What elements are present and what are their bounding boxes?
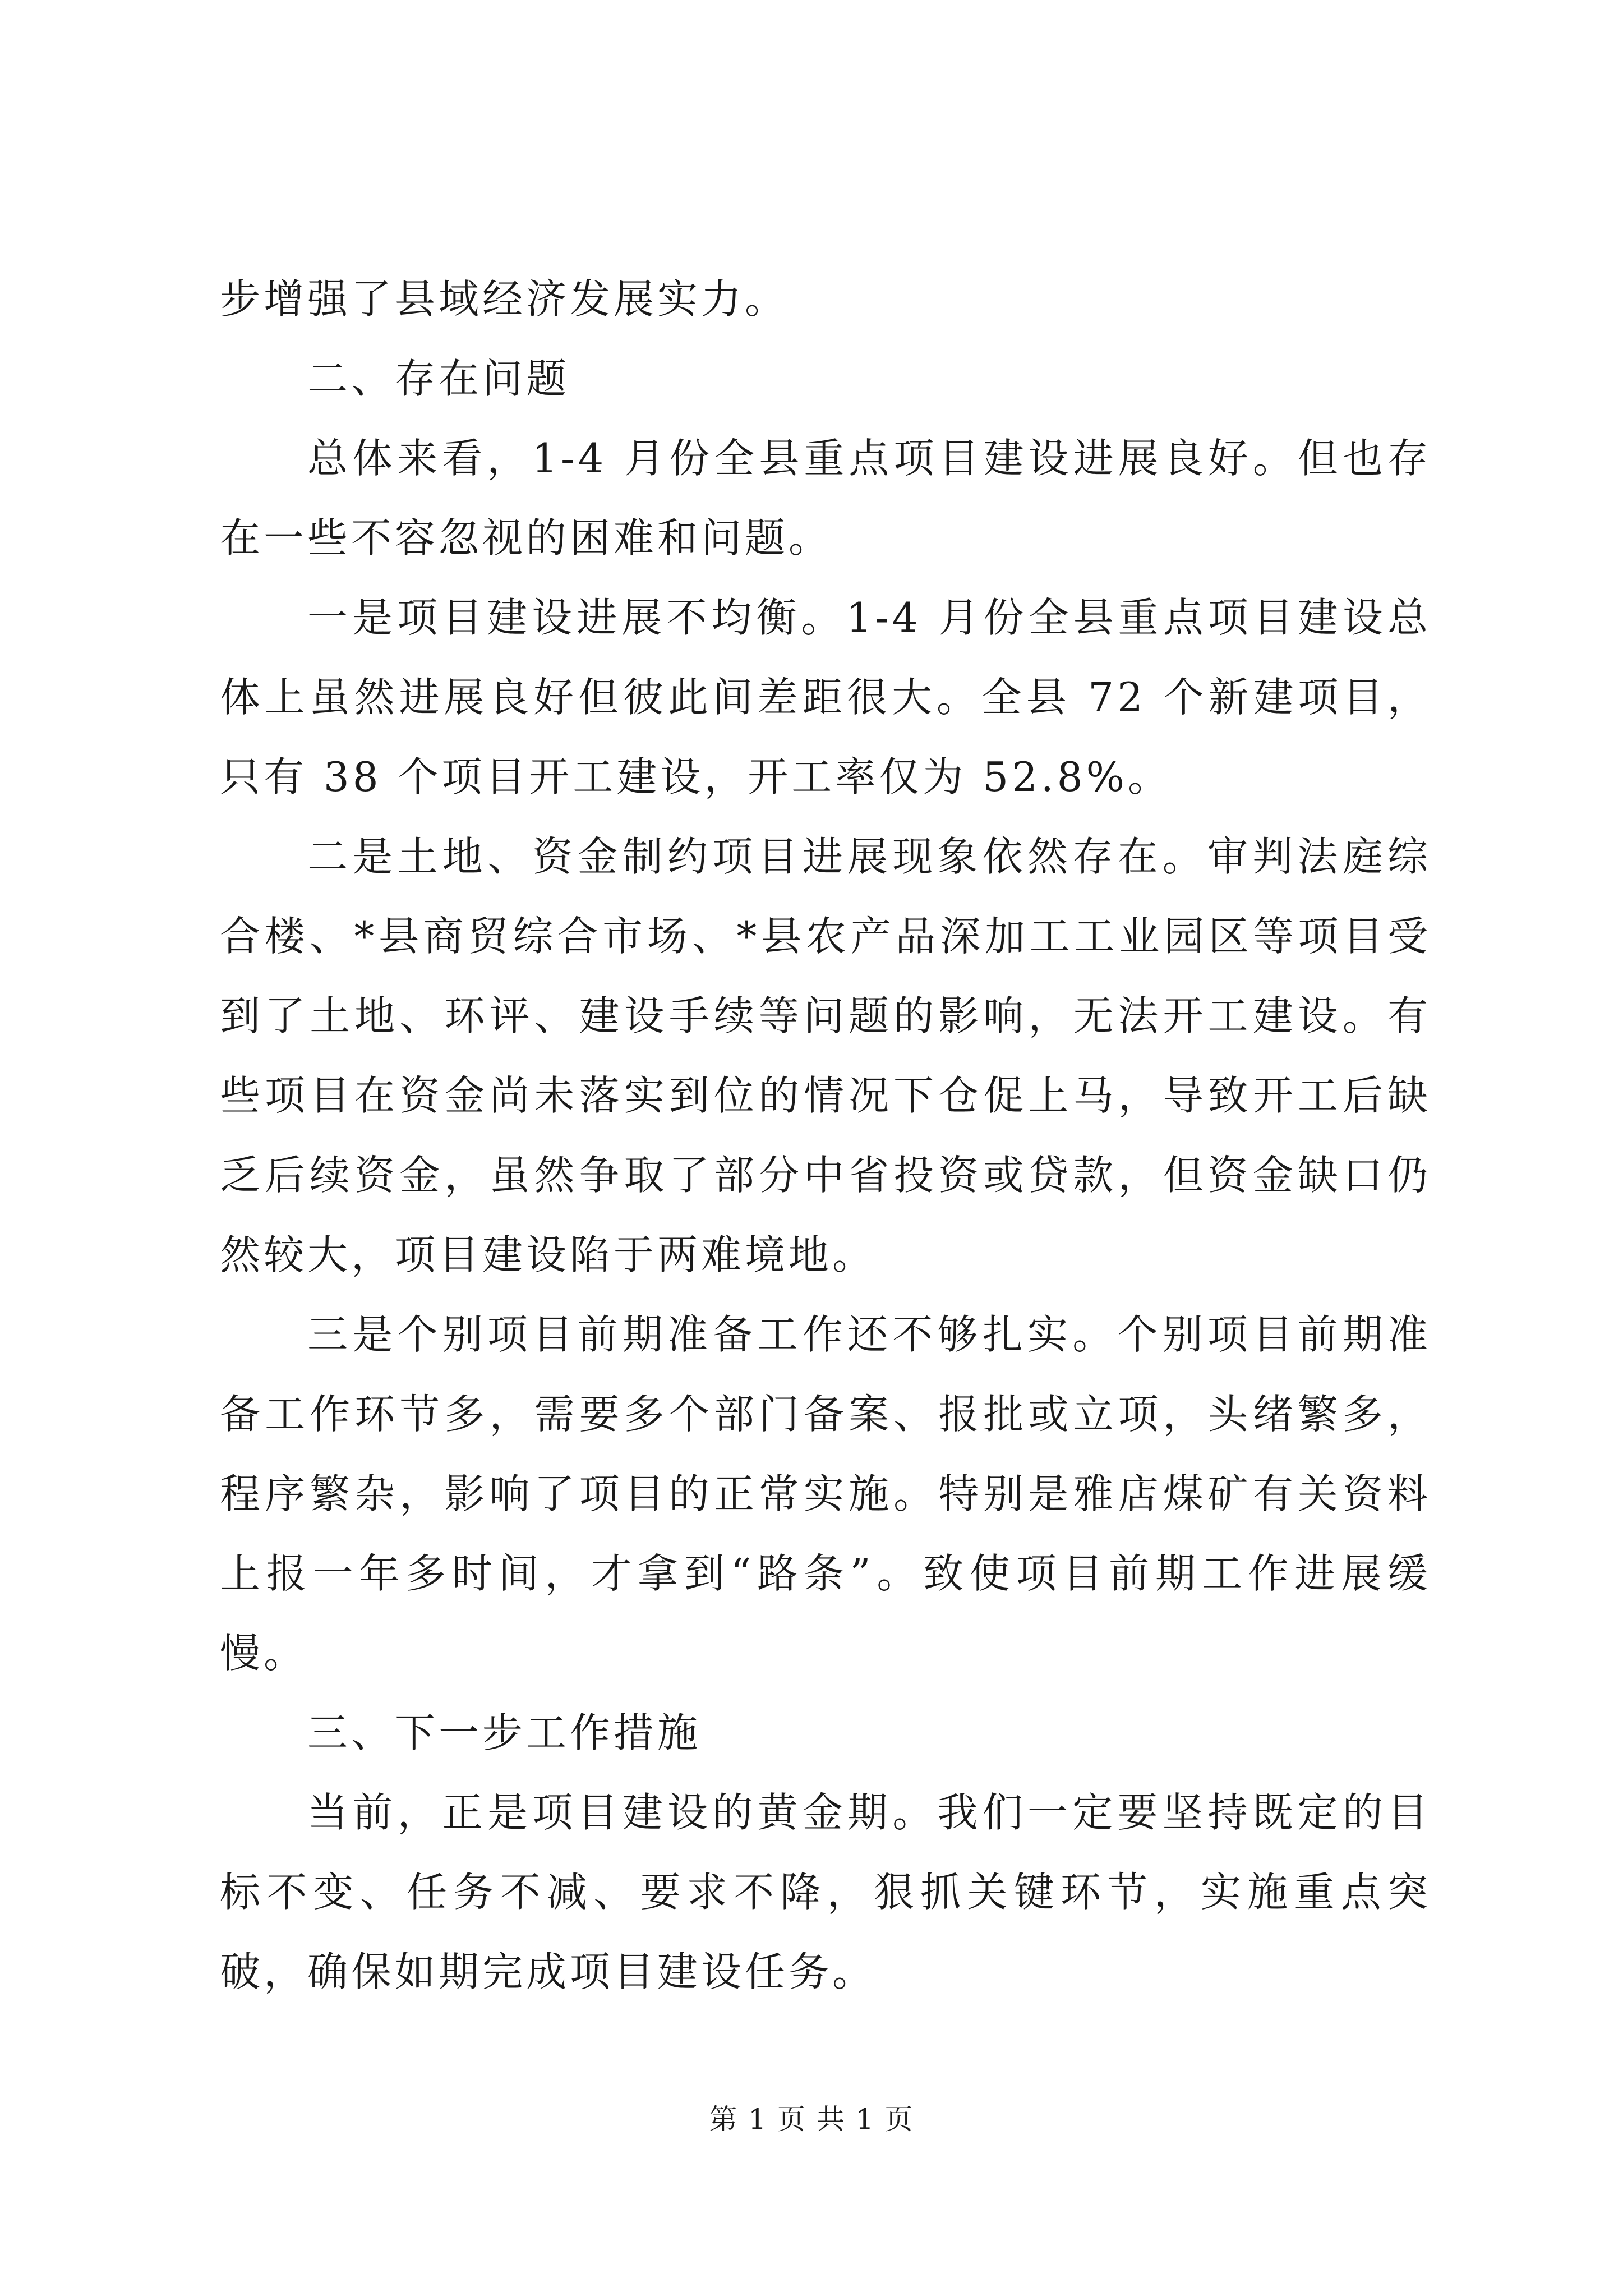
page-footer: 第 1 页 共 1 页 xyxy=(709,2103,914,2136)
document-body xyxy=(220,259,1431,2012)
paragraph-imbalance: 一是项目建设进展不均衡。1-4 月份全县重点项目建设总体上虽然进展良好但彼此间差距很大。全县 72 个新建项目，只有 38 个项目开工建设，开工率仅为 52.8%。 xyxy=(220,594,1431,800)
section-heading-next-steps: 三、下一步工作措施 xyxy=(307,1709,702,1756)
paragraph-land-funding: 二是土地、资金制约项目进展现象依然存在。审判法庭综合楼、*县商贸综合市场、*县农产品深加工工业园区等项目受到了土地、环评、建设手续等问题的影响，无法开工建设。有些项目在资金尚未落实到位的情况下仓促上马，导致开工后缺乏后续资金，虽然争取了部分中省投资或贷款，但资金缺口仍然较大，项目建设陷于两难境地。 xyxy=(220,833,1431,1278)
paragraph-preparation: 三是个别项目前期准备工作还不够扎实。个别项目前期准备工作环节多，需要多个部门备案、报批或立项，头绪繁多，程序繁杂，影响了项目的正常实施。特别是雅店煤矿有关资料上报一年多时间，才拿到“路条”。致使项目前期工作进展缓慢。 xyxy=(220,1311,1431,1677)
paragraph-continuation: 步增强了县域经济发展实力。 xyxy=(220,275,789,323)
paragraph-golden-period: 当前，正是项目建设的黄金期。我们一定要坚持既定的目标不变、任务不减、要求不降，狠抓关键环节，实施重点突破，确保如期完成项目建设任务。 xyxy=(220,1789,1431,1995)
paragraph-overview: 总体来看，1-4 月份全县重点项目建设进展良好。但也存在一些不容忽视的困难和问题。 xyxy=(220,435,1431,562)
section-heading-problems: 二、存在问题 xyxy=(307,355,570,402)
